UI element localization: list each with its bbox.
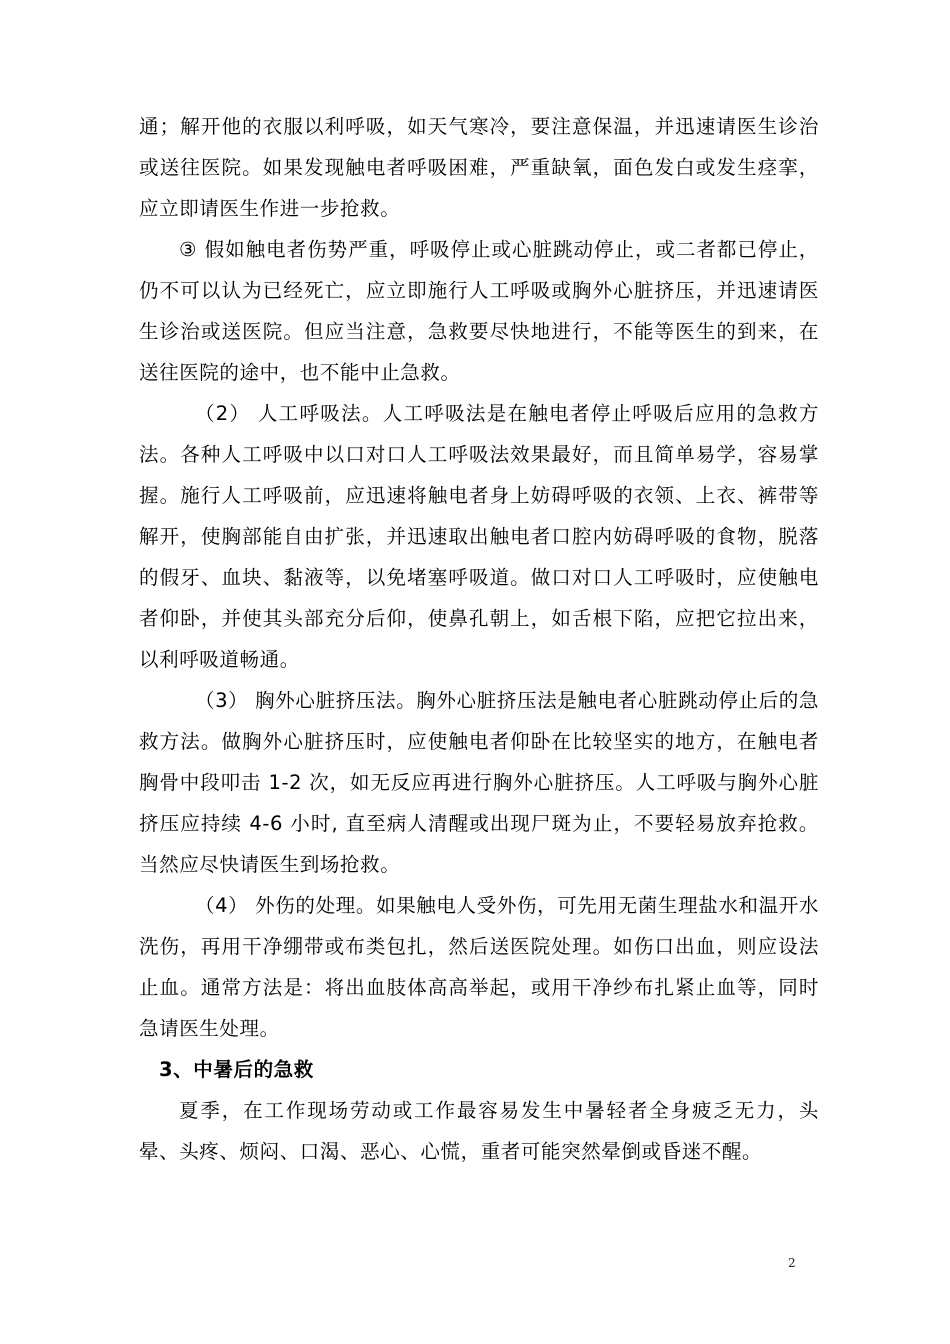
paragraph-heatstroke: 夏季，在工作现场劳动或工作最容易发生中暑轻者全身疲乏无力，头晕、头疼、烦闷、口渴、恶心、心慌，重者可能突然晕倒或昏迷不醒。: [139, 1099, 819, 1163]
paragraph-item-3: ③ 假如触电者伤势严重，呼吸停止或心脏跳动停止，或二者都已停止，仍不可以认为已经死亡，应立即施行人工呼吸或胸外心脏挤压，并迅速请医生诊治或送医院。但应当注意，急救要尽快地进行，不能等医生的到来，在送往医院的途中，也不能中止急救。: [139, 238, 819, 384]
paragraph-continuation: 通；解开他的衣服以利呼吸，如天气寒冷，要注意保温，并迅速请医生诊治或送往医院。如果发现触电者呼吸困难，严重缺氧，面色发白或发生痉挛，应立即请医生作进一步抢救。: [139, 115, 819, 220]
section-heading: 3、中暑后的急救: [159, 1058, 314, 1081]
paragraph-chest-compression: （3） 胸外心脏挤压法。胸外心脏挤压法是触电者心脏跳动停止后的急救方法。做胸外心脏挤压时，应使触电者仰卧在比较坚实的地方，在触电者胸骨中段叩击 1-2 次，如无反应再进行胸外心脏挤压。人工呼吸与胸外心脏挤压应持续 4-6 小时, 直至病人清醒或出现尸斑为止，不要轻易放弃抢救。当然应尽快请医生到场抢救。: [139, 689, 819, 876]
paragraph-wound-treatment: （4） 外伤的处理。如果触电人受外伤，可先用无菌生理盐水和温开水洗伤，再用干净绷带或布类包扎，然后送医院处理。如伤口出血，则应设法止血。通常方法是：将出血肢体高高举起，或用干净纱布扎紧止血等，同时急请医生处理。: [139, 894, 819, 1040]
document-body: [139, 106, 819, 1172]
page-number: 2: [788, 1256, 796, 1270]
paragraph-artificial-respiration: （2） 人工呼吸法。人工呼吸法是在触电者停止呼吸后应用的急救方法。各种人工呼吸中以口对口人工呼吸法效果最好，而且简单易学，容易掌握。施行人工呼吸前，应迅速将触电者身上妨碍呼吸的衣领、上衣、裤带等解开，使胸部能自由扩张，并迅速取出触电者口腔内妨碍呼吸的食物，脱落的假牙、血块、黏液等，以免堵塞呼吸道。做口对口人工呼吸时，应使触电者仰卧，并使其头部充分后仰，使鼻孔朝上，如舌根下陷，应把它拉出来，以利呼吸道畅通。: [139, 402, 819, 671]
